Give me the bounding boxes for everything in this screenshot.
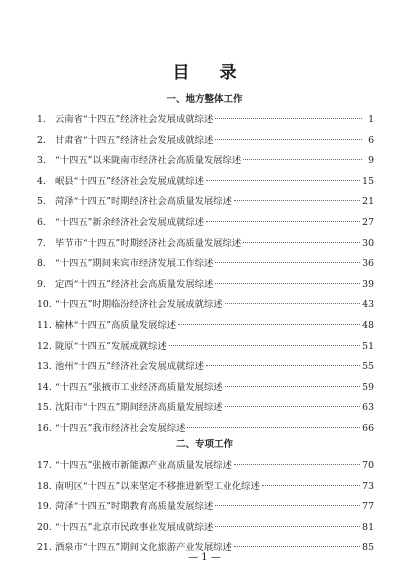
toc-entry-number: 5. bbox=[37, 196, 46, 208]
toc-entry-page: 15 bbox=[362, 175, 374, 187]
toc-entry-page: 27 bbox=[362, 217, 374, 228]
dot-leader bbox=[215, 526, 360, 527]
toc-entry-title: “十四五”新余经济社会发展成就综述 bbox=[55, 217, 204, 228]
toc-entry[interactable] bbox=[37, 398, 374, 418]
toc-entry[interactable] bbox=[37, 213, 374, 233]
toc-entry-page: 43 bbox=[362, 299, 374, 311]
dot-leader bbox=[206, 365, 360, 366]
toc-entry-page: 21 bbox=[362, 196, 374, 208]
toc-entry-page: 66 bbox=[362, 423, 374, 434]
toc-entry-number: 16. bbox=[37, 423, 52, 434]
toc-entry-number: 20. bbox=[37, 521, 52, 533]
toc-entry-number: 9. bbox=[37, 278, 46, 290]
toc-entry[interactable] bbox=[37, 357, 374, 377]
toc-entry-title: 陇原“十四五”发展成就综述 bbox=[55, 340, 167, 352]
page-title: 目 录 bbox=[172, 63, 249, 83]
dot-leader bbox=[225, 406, 361, 407]
dot-leader bbox=[243, 159, 362, 160]
toc-entry[interactable] bbox=[37, 151, 374, 171]
toc-entry-number: 15. bbox=[37, 402, 52, 414]
toc-entry[interactable] bbox=[37, 275, 374, 295]
toc-entry-title: “十四五”时期临汾经济社会发展成就综述 bbox=[55, 299, 223, 311]
page-footer: — 1 — bbox=[188, 552, 221, 563]
toc-entry[interactable] bbox=[37, 131, 374, 151]
toc-entry-number: 19. bbox=[37, 501, 52, 513]
toc-entry-title: 沈阳市“十四五”期间经济高质量发展综述 bbox=[55, 402, 223, 414]
toc-entry-number: 14. bbox=[37, 381, 52, 393]
toc-entry[interactable] bbox=[37, 110, 374, 130]
toc-entry-title: 菏泽“十四五”时期教育高质量发展综述 bbox=[55, 501, 214, 513]
toc-entry-title: 南明区“十四五”以来坚定不移推进新型工业化综述 bbox=[55, 480, 260, 492]
section-heading: 一、地方整体工作 bbox=[166, 94, 243, 105]
toc-entry[interactable] bbox=[37, 316, 374, 336]
toc-entry-page: 59 bbox=[362, 381, 374, 393]
toc-entry[interactable] bbox=[37, 337, 374, 357]
dot-leader bbox=[234, 200, 360, 201]
toc-entry-number: 4. bbox=[37, 175, 46, 187]
dot-leader bbox=[187, 427, 360, 428]
toc-entry-page: 9 bbox=[368, 155, 374, 167]
toc-entry-page: 73 bbox=[362, 480, 374, 492]
toc-entry[interactable] bbox=[37, 518, 374, 538]
toc-entry[interactable] bbox=[37, 477, 374, 497]
toc-entry-title: “十四五”我市经济社会发展综述 bbox=[55, 423, 186, 434]
toc-entry[interactable] bbox=[37, 234, 374, 254]
dot-leader bbox=[206, 180, 360, 181]
toc-entry[interactable] bbox=[37, 378, 374, 398]
toc-entry-title: “十四五”北京市民政事业发展成就综述 bbox=[55, 521, 214, 533]
toc-entry[interactable] bbox=[37, 456, 374, 476]
dot-leader bbox=[215, 505, 360, 506]
dot-leader bbox=[206, 221, 360, 222]
section-heading: 二、专项工作 bbox=[175, 439, 233, 450]
toc-entry[interactable] bbox=[37, 295, 374, 315]
toc-entry-title: 云南省“十四五”经济社会发展成就综述 bbox=[55, 114, 214, 125]
toc-entry-page: 30 bbox=[362, 237, 374, 249]
toc-entry-number: 21. bbox=[37, 542, 52, 554]
dot-leader bbox=[234, 464, 360, 465]
toc-entry[interactable] bbox=[37, 254, 374, 274]
toc-entry-number: 12. bbox=[37, 340, 52, 352]
dot-leader bbox=[262, 485, 360, 486]
toc-entry-number: 3. bbox=[37, 155, 46, 167]
toc-entry-title: “十四五”期间来宾市经济发展工作综述 bbox=[55, 258, 214, 270]
toc-entry-number: 1. bbox=[37, 114, 46, 125]
toc-entry-title: 酒泉市“十四五”期间文化旅游产业发展综述 bbox=[55, 542, 232, 554]
toc-entry-page: 6 bbox=[368, 134, 374, 146]
toc-entry-page: 77 bbox=[362, 501, 374, 513]
toc-entry-page: 48 bbox=[362, 320, 374, 331]
toc-entry-page: 51 bbox=[362, 340, 374, 352]
toc-entry-page: 81 bbox=[362, 521, 374, 533]
dot-leader bbox=[225, 386, 361, 387]
dot-leader bbox=[225, 303, 361, 304]
toc-entry-number: 6. bbox=[37, 217, 46, 228]
toc-entry-page: 55 bbox=[362, 361, 374, 373]
dot-leader bbox=[215, 139, 362, 140]
dot-leader bbox=[215, 262, 360, 263]
dot-leader bbox=[215, 118, 362, 119]
toc-entry-page: 39 bbox=[362, 278, 374, 290]
toc-entry-title: “十四五”以来陇南市经济社会高质量发展综述 bbox=[55, 155, 242, 167]
toc-entry-title: “十四五”张掖市工业经济高质量发展综述 bbox=[55, 381, 223, 393]
toc-entry-number: 18. bbox=[37, 480, 52, 492]
toc-entry-number: 2. bbox=[37, 134, 46, 146]
toc-entry-title: 毕节市“十四五”时期经济社会高质量发展综述 bbox=[55, 237, 242, 249]
toc-entry[interactable] bbox=[37, 172, 374, 192]
toc-entry-page: 36 bbox=[362, 258, 374, 270]
toc-entry-number: 8. bbox=[37, 258, 46, 270]
toc-entry[interactable] bbox=[37, 497, 374, 517]
toc-entry-page: 70 bbox=[362, 460, 374, 471]
toc-entry-number: 10. bbox=[37, 299, 52, 311]
toc-entry-title: 甘肃省“十四五”经济社会发展成就综述 bbox=[55, 134, 214, 146]
toc-entry-number: 17. bbox=[37, 460, 52, 471]
toc-entry-number: 13. bbox=[37, 361, 52, 373]
dot-leader bbox=[178, 324, 360, 325]
toc-entry-title: 菏泽“十四五”时期经济社会高质量发展综述 bbox=[55, 196, 232, 208]
toc-entry[interactable] bbox=[37, 192, 374, 212]
toc-entry-title: 池州“十四五”经济社会发展成就综述 bbox=[55, 361, 204, 373]
dot-leader bbox=[243, 242, 360, 243]
toc-entry-page: 1 bbox=[368, 114, 374, 125]
toc-entry-title: 岷县“十四五”经济社会发展成就综述 bbox=[55, 175, 204, 187]
toc-entry-page: 85 bbox=[362, 542, 374, 554]
toc-entry-title: 榆林“十四五”高质量发展综述 bbox=[55, 320, 177, 331]
toc-entry-page: 63 bbox=[362, 402, 374, 414]
dot-leader bbox=[169, 345, 360, 346]
toc-entry-title: “十四五”张掖市新能源产业高质量发展综述 bbox=[55, 460, 232, 471]
toc-entry-title: 定西“十四五”经济社会高质量发展综述 bbox=[55, 278, 214, 290]
toc-entry-number: 11. bbox=[37, 320, 52, 331]
toc-entry-number: 7. bbox=[37, 237, 46, 249]
dot-leader bbox=[215, 283, 360, 284]
dot-leader bbox=[234, 546, 360, 547]
